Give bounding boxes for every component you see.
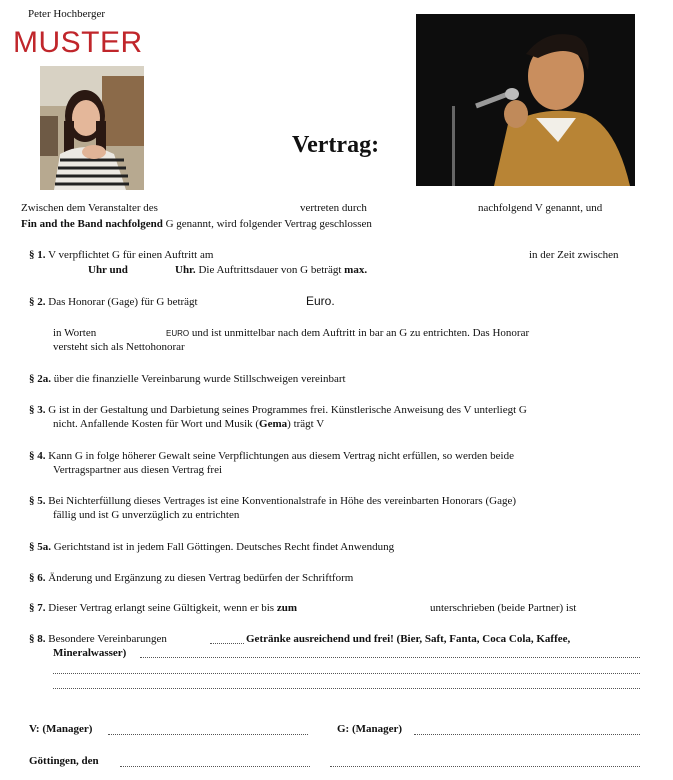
section-8-drinks: [246, 633, 570, 646]
section-8-line2: [53, 647, 126, 660]
intro-line2: [21, 218, 372, 231]
section-7-label: § 7.: [29, 602, 46, 614]
section-3-label: § 3.: [29, 404, 46, 416]
signature-g: [337, 723, 402, 736]
section-3-costs-end: ) trägt V: [287, 418, 325, 430]
signature-date-line: [120, 766, 310, 767]
section-6-line: [29, 572, 353, 585]
section-1-uhr: Uhr.: [175, 264, 196, 276]
section-5a-label: § 5a.: [29, 541, 51, 553]
section-7-text: Dieser Vertrag erlangt seine Gültigkeit, wenn er bis: [48, 602, 275, 614]
section-8-dotline-3: [53, 673, 640, 674]
section-3-gema: Gema: [259, 418, 288, 430]
woman-photo: [40, 66, 144, 190]
section-8-text: Besondere Vereinbarungen: [48, 633, 167, 645]
section-1-text: V verpflichtet G für einen Auftritt am: [48, 249, 214, 261]
signature-place: [29, 755, 99, 768]
section-4-label: § 4.: [29, 450, 46, 462]
section-6-text: Änderung und Ergänzung zu diesen Vertrag bedürfen der Schriftform: [48, 572, 354, 584]
section-8-dotline-4: [53, 688, 640, 689]
signature-v-label: V: (Manager): [29, 723, 93, 735]
section-3-text: G ist in der Gestaltung und Darbietung seines Programmes frei. Künstlerische Anweisung des V unterliegt G: [48, 404, 527, 416]
section-8-drinks-text: Getränke ausreichend und frei! (Bier, Saft, Fanta, Coca Cola, Kaffee,: [246, 633, 571, 645]
section-8-line1: [29, 633, 167, 646]
section-1-line2: [88, 264, 128, 277]
signature-place-label: Göttingen, den: [29, 755, 99, 767]
section-1-line2b: [175, 264, 367, 277]
section-2-label: § 2.: [29, 296, 46, 308]
singer-photo: [416, 14, 635, 186]
section-1-uhr-und: Uhr und: [88, 264, 128, 276]
intro-v-label: nachfolgend V genannt, und: [478, 202, 603, 214]
signature-extra-line: [330, 766, 640, 767]
signature-g-line: [414, 734, 640, 735]
section-5-label: § 5.: [29, 495, 46, 507]
section-4-text: Kann G in folge höherer Gewalt seine Verpflichtungen aus diesem Vertrag nicht erfüllen, so werden beide: [48, 450, 514, 462]
section-2-euro-small: EURO: [166, 329, 190, 338]
intro-organizer-label: Zwischen dem Veranstalter des: [21, 202, 158, 214]
intro-g-label: G genannt, wird folgender Vertrag geschlossen: [165, 218, 372, 230]
section-2-payment: und ist unmittelbar nach dem Auftritt in bar an G zu entrichten. Das Honorar: [191, 327, 530, 339]
section-7-line1: [29, 602, 297, 615]
section-5-line2: fällig und ist G unverzüglich zu entrichten: [53, 509, 240, 521]
section-5a-line: [29, 541, 394, 554]
intro-represented-label: vertreten durch: [300, 202, 367, 214]
author-name: Peter Hochberger: [28, 8, 106, 20]
section-2-worten: in Worten: [53, 327, 97, 339]
section-2-text: Das Honorar (Gage) für G beträgt: [48, 296, 198, 308]
contract-title: Vertrag:: [292, 132, 380, 158]
section-1-label: § 1.: [29, 249, 46, 261]
section-1-time-label: in der Zeit zwischen: [529, 249, 619, 261]
section-1-line1: [29, 249, 213, 262]
section-3-line2: [53, 418, 324, 431]
signature-g-label: G: (Manager): [337, 723, 403, 735]
section-2-euro: Euro.: [306, 294, 335, 308]
signature-v: [29, 723, 92, 736]
section-2-line2: [166, 327, 529, 340]
section-4-line2: Vertragspartner aus diesen Vertrag frei: [53, 464, 223, 476]
section-2a-label: § 2a.: [29, 373, 51, 385]
muster-stamp: MUSTER: [13, 26, 143, 59]
section-1-duration: Die Auftrittsdauer von G beträgt: [198, 264, 342, 276]
section-3-line1: [29, 404, 527, 417]
section-5a-text: Gerichtstand ist in jedem Fall Göttingen. Deutsches Recht findet Anwendung: [53, 541, 395, 553]
section-3-costs: nicht. Anfallende Kosten für Wort und Musik (: [53, 418, 260, 430]
section-1-max: max.: [344, 264, 368, 276]
section-8-water: Mineralwasser): [53, 647, 127, 659]
section-7-signed: unterschrieben (beide Partner) ist: [430, 602, 577, 614]
section-2a-line: [29, 373, 346, 386]
section-6-label: § 6.: [29, 572, 46, 584]
section-5-line1: [29, 495, 516, 508]
section-7-zum: zum: [276, 602, 298, 614]
signature-v-line: [108, 734, 308, 735]
section-5-text: Bei Nichterfüllung dieses Vertrages ist eine Konventionalstrafe in Höhe des vereinbarten Honorars (Gage): [48, 495, 517, 507]
section-2-line1: [29, 296, 198, 309]
section-8-dotline-2: [140, 657, 640, 658]
section-8-dotline-1: [210, 643, 244, 644]
section-4-line1: [29, 450, 514, 463]
section-2a-text: über die finanzielle Vereinbarung wurde Stillschweigen vereinbart: [53, 373, 346, 385]
section-2-net: versteht sich als Nettohonorar: [53, 341, 185, 353]
band-name: Fin and the Band nachfolgend: [21, 218, 163, 230]
section-8-label: § 8.: [29, 633, 46, 645]
